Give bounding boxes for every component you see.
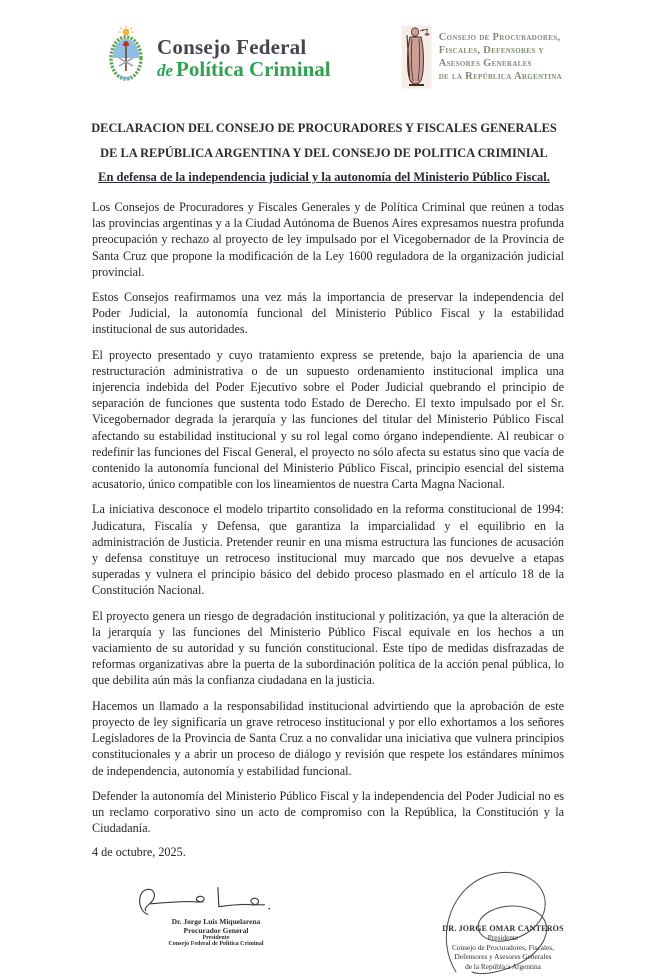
signatures-section xyxy=(0,866,648,971)
consejo-procuradores-logo xyxy=(401,25,562,89)
document-subtitle: En defensa de la independencia judicial y la autonomía del Ministerio Público Fiscal. xyxy=(98,170,550,184)
signer-role2: Consejo de Procuradores, Fiscales, xyxy=(452,942,554,952)
consejo-federal-logo xyxy=(104,25,331,85)
logo-right-line3: Asesores Generales xyxy=(438,58,532,69)
paragraph-3: El proyecto presentado y cuyo tratamiento express se pretende, bajo la apariencia de una restructuración administrativa o de un supuesto ordenamiento institucional implica una injerencia indebida del Poder Ejecutivo sobre el Poder Judicial quebrando el principio de separación de funciones que sustenta todo Estado de Derecho. El texto impulsado por el Sr. Vicegobernador degrada la jerarquía y las funciones del titular del Ministerio Público Fiscal afectando su estabilidad institucional y su rol legal como órgano independiente. Al reubicar o redefinir las funciones del Fiscal General, el proyecto no sólo afecta su estatus sino que vacía de contenido la autonomía funcional del Ministerio Público Fiscal, principio esencial del sistema acusatorio, único compatible con los lineamientos de nuestra Carta Magna Nacional. xyxy=(92,347,564,492)
paragraph-5: El proyecto genera un riesgo de degradación institucional y politización, ya que la alteración de la jerarquía y las funciones del Ministerio Público Fiscal equivale en los hechos a un vaciamiento de su autoridad y su función constitucional. Este tipo de medidas disfrazadas de reformas organizativas abre la puerta de la subordinación política de la acción penal pública, lo que debilita aún más la confianza ciudadana en la justicia. xyxy=(92,608,564,688)
paragraph-7: Defender la autonomía del Ministerio Público Fiscal y la independencia del Poder Judicial no es un reclamo corporativo sino un acto de compromiso con la República, la Constitución y la Ciudadanía. xyxy=(92,788,564,836)
signer-role4: de la República Argentina xyxy=(465,961,541,971)
signer-name: DR. JORGE OMAR CANTEROS xyxy=(442,924,564,934)
signer-role1: Presidente xyxy=(487,933,519,943)
document-date: 4 de octubre, 2025. xyxy=(92,845,186,860)
document-title-line1: DECLARACION DEL CONSEJO DE PROCURADORES Y FISCALES GENERALES xyxy=(91,121,557,135)
logo-right-line2: Fiscales, Defensores y xyxy=(438,45,544,56)
logo-title-line1: Consejo Federal xyxy=(157,34,307,59)
logo-politica-criminal: Política Criminal xyxy=(176,57,331,81)
logo-de-prefix: de xyxy=(157,61,174,80)
signature-block-miquelarena xyxy=(96,866,336,971)
argentina-coat-of-arms-icon xyxy=(104,25,148,85)
signer-role3: Defensores y Asesores Generales xyxy=(454,952,552,962)
signer-role1: Procurador General xyxy=(183,926,249,936)
logo-right-line1: Consejo de Procuradores, xyxy=(438,32,561,43)
document-title-line2: DE LA REPÚBLICA ARGENTINA Y DEL CONSEJO DE POLITICA CRIMINIAL xyxy=(100,146,548,160)
signer-role2: Presidente xyxy=(202,935,230,942)
document-body xyxy=(92,199,564,836)
signer-role3: Consejo Federal de Política Criminal xyxy=(168,941,264,948)
consejo-procuradores-logo-text xyxy=(439,25,562,83)
logo-right-line4: de la República Argentina xyxy=(438,71,562,82)
signer-name: Dr. Jorge Luis Miquelarena xyxy=(171,917,261,927)
logo-title-line2 xyxy=(157,58,331,80)
header xyxy=(0,0,648,89)
paragraph-6: Hacemos un llamado a la responsabilidad institucional advirtiendo que la aprobación de este proyecto de ley significaría un grave retroceso institucional y por ello exhortamos a los señores Legisladores de la Provincia de Santa Cruz a no convalidar una iniciativa que vulnera principios constitucionales y a abrir un proceso de diálogo y revisión que respete los estándares mínimos de independencia, autonomía y estabilidad funcional. xyxy=(92,698,564,778)
miquelarena-signature-icon xyxy=(130,882,302,920)
paragraph-2: Estos Consejos reafirmamos una vez más la importancia de preservar la independencia del Poder Judicial, la autonomía funcional del Ministerio Público Fiscal y la estabilidad institucional de sus autoridades. xyxy=(92,290,564,337)
signature-block-canteros xyxy=(398,866,608,971)
justice-statue-icon xyxy=(401,25,432,89)
paragraph-1: Los Consejos de Procuradores y Fiscales Generales y de Política Criminal que reúnen a todas las provincias argentinas y a la Ciudad Autónoma de Buenos Aires expresamos nuestra profunda preocupación y rechazo al proyecto de ley impulsado por el Vicegobernador de la Provincia de Santa Cruz que propone la modificación de la Ley 1600 reguladora de la organización judicial provincial. xyxy=(92,200,564,279)
consejo-federal-logo-text xyxy=(157,30,331,80)
paragraph-4: La iniciativa desconoce el modelo tripartito consolidado en la reforma constitucional de 1994: Judicatura, Fiscalía y Defensa, que garantiza la imparcialidad y el equilibrio en la administración de Justicia. Pretender reunir en una misma estructura las funciones de acusación y defensa constituye un retroceso institucional muy marcado que nos devuelve a etapas superadas y vulnera el principio básico del debido proceso plasmado en el artículo 18 de la Constitución Nacional. xyxy=(92,502,564,598)
